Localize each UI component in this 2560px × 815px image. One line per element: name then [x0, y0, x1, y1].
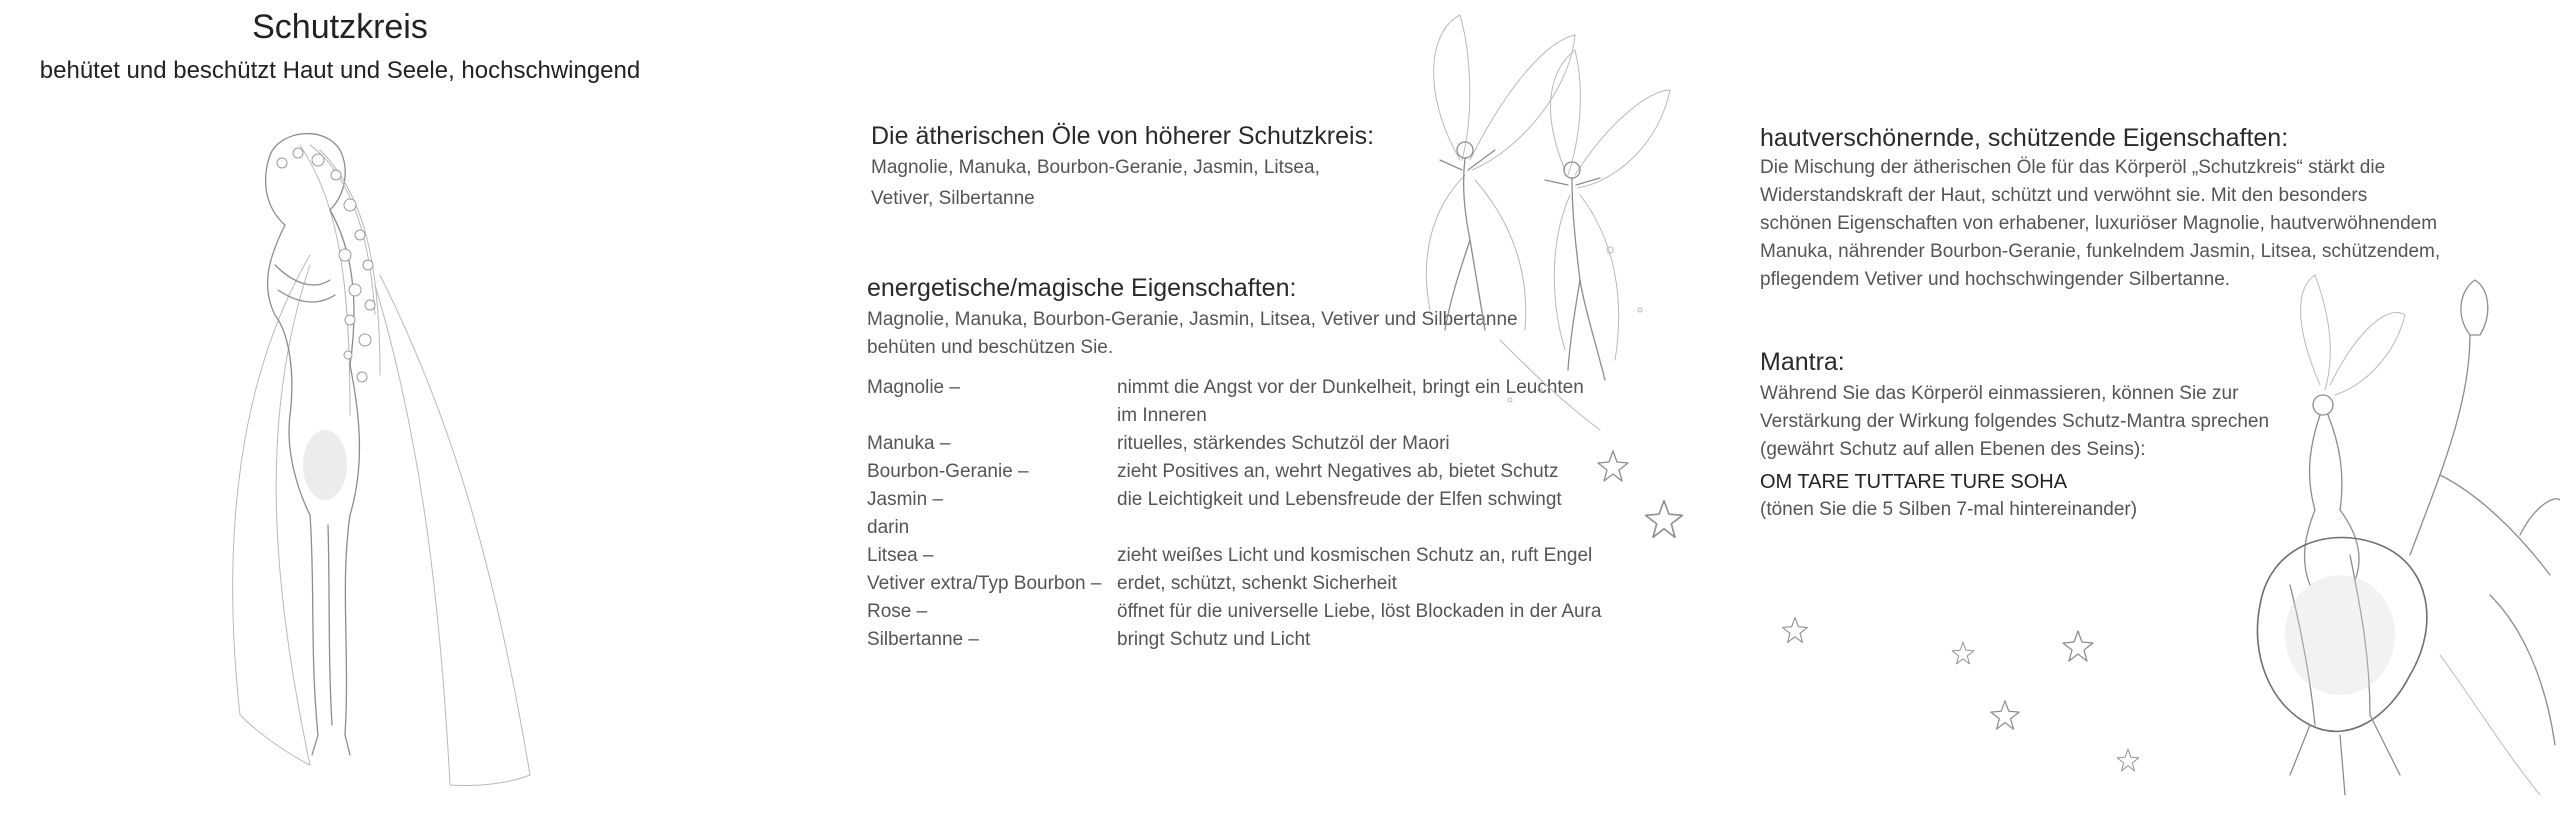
oil-effect: bringt Schutz und Licht [1117, 629, 1311, 650]
middle-panel [855, 0, 1715, 815]
list-item [867, 486, 1627, 542]
list-item [867, 458, 1627, 486]
star-icon [1642, 497, 1686, 541]
hair-flowers [277, 148, 375, 382]
energetic-heading: energetische/magische Eigenschaften: [867, 274, 1297, 302]
mantra-line: Während Sie das Körperöl einmassieren, können Sie zur [1760, 383, 2239, 404]
oil-effect: zieht Positives an, wehrt Negatives ab, bietet Schutz [1117, 461, 1559, 482]
oil-effect: die Leichtigkeit und Lebensfreude der Elfen schwingt [1117, 489, 1562, 510]
oil-effect: nimmt die Angst vor der Dunkelheit, bringt ein Leuchten [1117, 377, 1584, 398]
skin-line: pflegendem Vetiver und hochschwingender Silbertanne. [1760, 269, 2231, 290]
oil-effect: zieht weißes Licht und kosmischen Schutz an, ruft Engel [1117, 545, 1593, 566]
mantra-line: Verstärkung der Wirkung folgendes Schutz-Mantra sprechen [1760, 411, 2270, 432]
skin-heading: hautverschönernde, schützende Eigenschaften: [1760, 124, 2289, 152]
list-item [867, 626, 1627, 654]
oil-effect: erdet, schützt, schenkt Sicherheit [1117, 573, 1397, 594]
oil-effect-continued: darin [867, 517, 910, 538]
oil-effect: öffnet für die universelle Liebe, löst Blockaden in der Aura [1117, 601, 1602, 622]
star-icon [2060, 628, 2096, 664]
skin-line: Manuka, nährender Bourbon-Geranie, funkelndem Jasmin, Litsea, schützendem, [1760, 241, 2441, 262]
oils-line: Vetiver, Silbertanne [871, 188, 1035, 209]
oil-name: Rose – [867, 601, 928, 622]
skin-line: Widerstandskraft der Haut, schützt und verwöhnt sie. Mit den besonders [1760, 185, 2368, 206]
oil-name: Jasmin – [867, 489, 944, 510]
fairy-figure-illustration [200, 115, 560, 805]
energetic-line: behüten und beschützen Sie. [867, 337, 1114, 358]
fairy-on-bellflower-illustration [2140, 275, 2560, 815]
star-icon [1988, 698, 2022, 732]
oils-line: Magnolie, Manuka, Bourbon-Geranie, Jasmin, Litsea, [871, 157, 1320, 178]
mantra-line: (gewährt Schutz auf allen Ebenen des Seins): [1760, 439, 2146, 460]
skin-line: schönen Eigenschaften von erhabener, luxuriöser Magnolie, hautverwöhnendem [1760, 213, 2438, 234]
oil-name: Litsea – [867, 545, 934, 566]
star-icon [2115, 747, 2141, 773]
star-icon [1780, 615, 1810, 645]
oil-effect-continued: im Inneren [1117, 405, 1207, 426]
oil-name: Bourbon-Geranie – [867, 461, 1029, 482]
mantra-heading: Mantra: [1760, 348, 1845, 376]
star-icon [1595, 448, 1631, 484]
energetic-line: Magnolie, Manuka, Bourbon-Geranie, Jasmin, Litsea, Vetiver und Silbertanne [867, 309, 1518, 330]
list-item [867, 570, 1627, 598]
left-panel [0, 0, 845, 815]
oil-name: Silbertanne – [867, 629, 979, 650]
mantra-note: (tönen Sie die 5 Silben 7-mal hintereinander) [1760, 499, 2138, 520]
list-item [867, 542, 1627, 570]
oil-name: Manuka – [867, 433, 951, 454]
star-icon [1950, 640, 1976, 666]
skin-line: Die Mischung der ätherischen Öle für das Körperöl „Schutzkreis“ stärkt die [1760, 157, 2386, 178]
oils-heading: Die ätherischen Öle von höherer Schutzkreis: [871, 122, 1375, 150]
list-item [867, 598, 1627, 626]
mantra-text: OM TARE TUTTARE TURE SOHA [1760, 471, 2068, 493]
oil-effect: rituelles, stärkendes Schutzöl der Maori [1117, 433, 1450, 454]
oil-name: Magnolie – [867, 377, 960, 398]
right-panel [1740, 0, 2560, 815]
flying-fairies-illustration [1400, 10, 1700, 450]
oil-name: Vetiver extra/Typ Bourbon – [867, 573, 1102, 594]
page-subtitle: behütet und beschützt Haut und Seele, hochschwingend [39, 57, 641, 84]
page-title: Schutzkreis [252, 8, 428, 46]
oils-list [871, 154, 1320, 213]
skin-description [1760, 154, 2440, 294]
